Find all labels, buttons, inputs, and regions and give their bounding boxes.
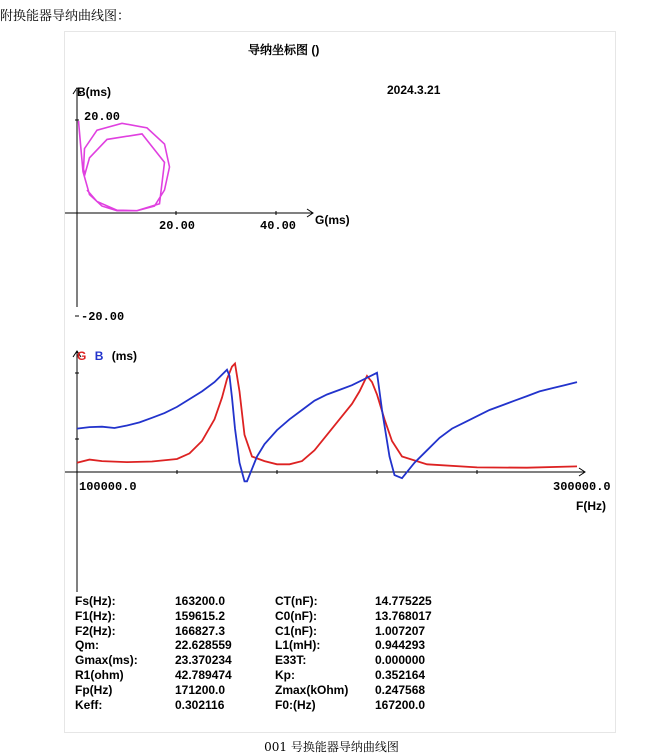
param-label: Fp(Hz) bbox=[75, 682, 113, 697]
parameter-row bbox=[75, 624, 455, 639]
param-value: 167200.0 bbox=[375, 697, 426, 712]
admittance-circle-curve bbox=[79, 121, 170, 211]
admittance-circle-chart bbox=[65, 85, 350, 324]
param-value: 163200.0 bbox=[175, 594, 226, 608]
param-label: Qm: bbox=[75, 638, 99, 653]
param-label: CT(nF): bbox=[275, 594, 318, 608]
param-label: E33T: bbox=[275, 653, 307, 668]
g-series-label: G bbox=[77, 349, 87, 363]
parameter-row bbox=[75, 698, 455, 713]
param-value: 159615.2 bbox=[175, 608, 226, 623]
g-tick-label-20: 20.00 bbox=[159, 219, 196, 233]
param-value: 0.352164 bbox=[375, 667, 426, 682]
document-heading: 附换能器导纳曲线图： bbox=[0, 9, 131, 24]
figure-date: 2024.3.21 bbox=[387, 83, 441, 97]
param-value: 0.302116 bbox=[175, 697, 225, 712]
param-label: R1(ohm) bbox=[75, 667, 124, 682]
b-series-label: B bbox=[94, 349, 104, 363]
parameter-row bbox=[75, 653, 455, 668]
param-value: 22.628559 bbox=[175, 638, 232, 653]
svg-text:G B (ms) bbox=[77, 349, 137, 363]
param-value: 42.789474 bbox=[175, 667, 232, 682]
param-label: F2(Hz): bbox=[75, 623, 116, 638]
param-value: 0.944293 bbox=[375, 638, 426, 653]
parameter-row bbox=[75, 668, 455, 683]
figure-caption: 001 号换能器导纳曲线图 bbox=[264, 740, 399, 754]
g-axis-label: G(ms) bbox=[315, 213, 350, 227]
parameter-row bbox=[75, 638, 455, 653]
parameter-row bbox=[75, 609, 455, 624]
param-value: 1.007207 bbox=[375, 623, 426, 638]
parameter-row bbox=[75, 683, 455, 698]
parameter-row bbox=[75, 594, 455, 609]
g-tick-label-40: 40.00 bbox=[260, 219, 297, 233]
frequency-response-chart bbox=[65, 349, 611, 592]
param-value: 13.768017 bbox=[375, 608, 432, 623]
gb-unit-label: (ms) bbox=[111, 349, 138, 363]
figure-title: 导纳坐标图 () bbox=[248, 43, 320, 57]
param-label: Kp: bbox=[275, 667, 295, 682]
param-value: 166827.3 bbox=[175, 623, 226, 638]
param-value: 0.000000 bbox=[375, 653, 426, 668]
param-value: 14.775225 bbox=[375, 594, 432, 608]
param-label: Fs(Hz): bbox=[75, 594, 116, 608]
param-label: C0(nF): bbox=[275, 608, 317, 623]
param-value: 171200.0 bbox=[175, 682, 226, 697]
f-tick-label-start: 100000.0 bbox=[79, 480, 137, 494]
param-label: Zmax(kOhm) bbox=[275, 682, 349, 697]
b-tick-label-neg: -20.00 bbox=[81, 310, 125, 324]
b-tick-label-pos: 20.00 bbox=[84, 110, 121, 124]
param-value: 0.247568 bbox=[375, 682, 426, 697]
admittance-figure bbox=[64, 31, 616, 733]
b-axis-label: B(ms) bbox=[77, 85, 112, 99]
param-label: F0:(Hz) bbox=[275, 697, 316, 712]
param-label: L1(mH): bbox=[275, 638, 321, 653]
param-value: 23.370234 bbox=[175, 653, 232, 668]
f-axis-label: F(Hz) bbox=[576, 499, 606, 513]
g-curve bbox=[77, 364, 577, 468]
param-label: Keff: bbox=[75, 697, 103, 712]
frequency-series-group bbox=[77, 364, 577, 482]
b-curve bbox=[77, 370, 577, 482]
param-label: F1(Hz): bbox=[75, 608, 116, 623]
parameter-table bbox=[75, 594, 455, 712]
f-tick-label-end: 300000.0 bbox=[553, 480, 611, 494]
param-label: Gmax(ms): bbox=[75, 653, 138, 668]
param-label: C1(nF): bbox=[275, 623, 317, 638]
